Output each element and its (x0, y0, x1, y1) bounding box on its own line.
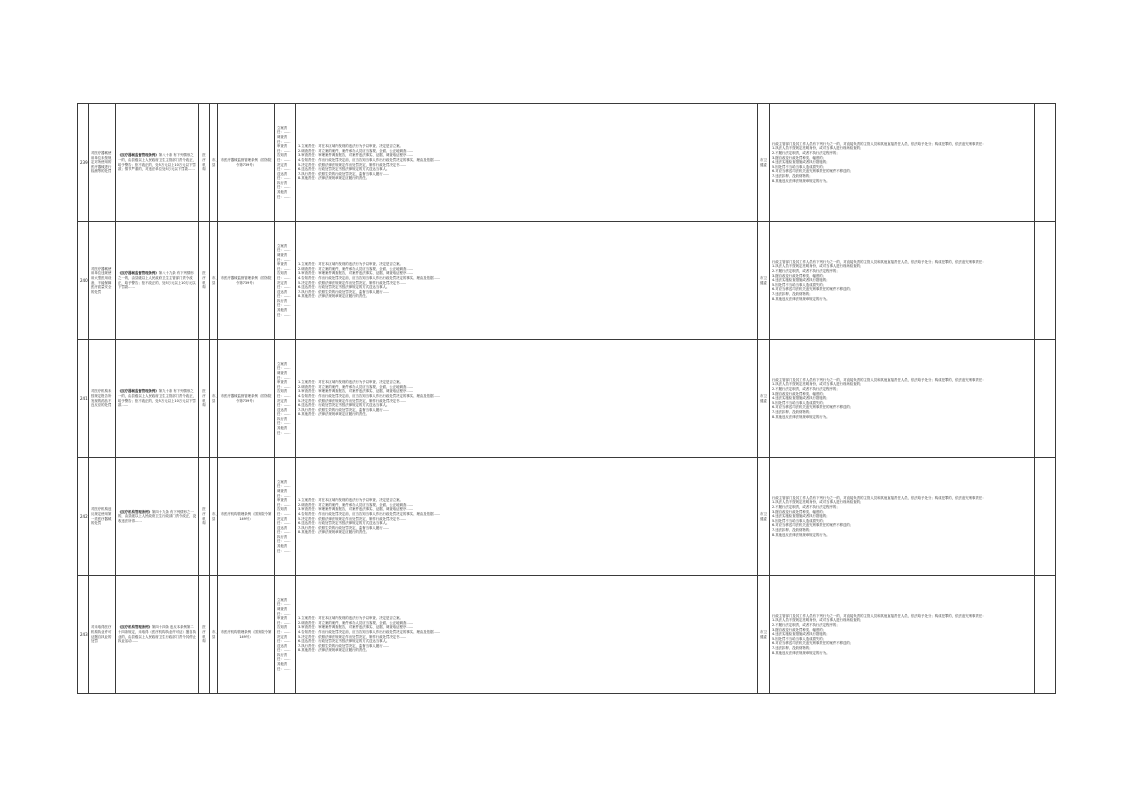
text-line: 7.执行责任：依照生效的行政处罚决定，监督当事人履行…… (298, 289, 390, 294)
procedure-summary: 立案责任：……调查责任：……审查责任：……告知责任：……决定责任：……送达责任：……执行责任：……其他责任：…… (275, 222, 296, 340)
category: 医疗机构 (199, 576, 210, 694)
text-line: 4.告知责任：作出行政处罚决定前，应当告知当事人作出行政处罚决定的事实、理由及依据…… (298, 157, 441, 162)
department: 市卫健委 (758, 576, 770, 694)
procedure-summary: 立案责任：……调查责任：……审查责任：……告知责任：……决定责任：……送达责任：……执行责任：……其他责任：…… (275, 576, 296, 694)
note (1035, 340, 1056, 458)
text-line: 3.审查责任：审理案件调查报告，对案件违法事实、证据、调查取证程序…… (298, 389, 414, 394)
row-number: 239 (78, 104, 89, 222)
text-line: 5.决定责任：依照法律法规规定作出处罚决定，制作行政处罚决定书…… (298, 516, 407, 521)
item-name: 对未取得医疗机构执业许可证擅自执业的处罚 (89, 576, 116, 694)
text-line: 7.执行责任：依照生效的行政处罚决定，监督当事人履行…… (298, 643, 390, 648)
accountability (770, 340, 1035, 458)
text-line: 8.其他责任：法律法规规章规定应履行的责任。 (298, 648, 370, 653)
row-number: 243 (78, 576, 89, 694)
text-line: 2.调查责任：对立案的案件，案件承办人员应当客观、全面、公正地调查…… (298, 384, 414, 389)
text-line: 8.其他违反法律法规规章规定的行为。 (772, 532, 830, 537)
text-line: 3.审查责任：审理案件调查报告，对案件违法事实、证据、调查取证程序…… (298, 625, 414, 630)
accountability (770, 458, 1035, 576)
text-line: 行政主管部门及其工作人员有下列行为之一的，对直接负责的主管人员和其他直接责任人员，依法给予处分；构成犯罪的，依法追究刑事责任： (772, 259, 986, 264)
text-line: 2.不履行法定职责，或者不执行法定程序的； (772, 269, 840, 274)
procedure-summary: 立案责任：……调查责任：……审查责任：……告知责任：……决定责任：……送达责任：……执行责任：……其他责任：…… (275, 104, 296, 222)
note (1035, 576, 1056, 694)
procedure-summary: 立案责任：……调查责任：……审查责任：……告知责任：……决定责任：……送达责任：……执行责任：……其他责任：…… (275, 458, 296, 576)
text-line: 1.执法人员不按规定亮明身份，或对当事人进行现场检查的； (772, 382, 864, 387)
source: 市医疗器械监督管理条例（国务院令第739号） (218, 222, 275, 340)
text-line: 7.违法扣押、没收财物的； (772, 291, 813, 296)
text-line: 5.决定责任：依照法律法规规定作出处罚决定，制作行政处罚决定书…… (298, 634, 407, 639)
department: 市卫健委 (758, 458, 770, 576)
text-line: 7.违法扣押、没收财物的； (772, 527, 813, 532)
text-line: 4.违法实施检查措施或者执行措施的； (772, 278, 830, 283)
source: 市医疗机构管理条例（国务院令第149号） (218, 576, 275, 694)
department: 市卫健委 (758, 104, 770, 222)
text-line: 8.其他违反法律法规规章规定的行为。 (772, 296, 830, 301)
text-line: 7.违法扣押、没收财物的； (772, 409, 813, 414)
text-line: 3.擅自改变行政处罚种类、幅度的； (772, 509, 827, 514)
text-line: 3.擅自改变行政处罚种类、幅度的； (772, 155, 827, 160)
text-line: 6.送达责任：行政处罚决定书按法律规定的方式送达当事人。 (298, 521, 390, 526)
text-line: 6.送达责任：行政处罚决定书按法律规定的方式送达当事人。 (298, 639, 390, 644)
item-name: 对医疗器械使用单位未按规定对所使用的医疗器械进行检测等的处罚 (89, 104, 116, 222)
text-line: 2.不履行法定职责，或者不执行法定程序的； (772, 505, 840, 510)
row-number: 240 (78, 222, 89, 340)
legal-basis: 《医疗机构管理条例》第四十九条 有下列情形之一的，由县级以上人民政府卫生行政部门责令改正，没收违法所得…… (116, 458, 199, 576)
procedure-summary: 立案责任：……调查责任：……审查责任：……告知责任：……决定责任：……送达责任：……执行责任：……其他责任：…… (275, 340, 296, 458)
legal-basis: 《医疗器械监督管理条例》第九十条 有下列情形之一的，由县级以上人民政府卫生主管部门责令改正，给予警告；拒不改正的，处5万元以上10万元以下罚款…… (116, 340, 199, 458)
department: 市卫健委 (758, 340, 770, 458)
text-line: 5.决定责任：依照法律法规规定作出处罚决定，制作行政处罚决定书…… (298, 398, 407, 403)
source: 市医疗器械监督管理条例（国务院令第739号） (218, 340, 275, 458)
text-line: 4.告知责任：作出行政处罚决定前，应当告知当事人作出行政处罚决定的事实、理由及依据…… (298, 393, 441, 398)
text-line: 5.因处罚不当给当事人造成损失的； (772, 636, 827, 641)
text-line: 3.审查责任：审理案件调查报告，对案件违法事实、证据、调查取证程序…… (298, 271, 414, 276)
table-body (78, 104, 1056, 694)
procedure-detail (296, 576, 758, 694)
category: 医疗机构 (199, 340, 210, 458)
text-line: 2.不履行法定职责，或者不执行法定程序的； (772, 387, 840, 392)
text-line: 8.其他违反法律法规规章规定的行为。 (772, 414, 830, 419)
note (1035, 458, 1056, 576)
text-line: 6.对应当移送司法机关追究刑事责任的案件不移送的； (772, 287, 854, 292)
text-line: 4.违法实施检查措施或者执行措施的； (772, 514, 830, 519)
procedure-detail (296, 340, 758, 458)
text-line: 5.决定责任：依照法律法规规定作出处罚决定，制作行政处罚决定书…… (298, 280, 407, 285)
note (1035, 104, 1056, 222)
table-row (78, 104, 1056, 222)
level: 市、县 (210, 340, 218, 458)
legal-basis: 《医疗器械监督管理条例》第八十九条 有下列情形之一的，由县级以上人民政府卫生主管部门责令改正，给予警告；拒不改正的，处5万元以上10万元以下罚款…… (116, 222, 199, 340)
procedure-detail (296, 104, 758, 222)
text-line: 行政主管部门及其工作人员有下列行为之一的，对直接负责的主管人员和其他直接责任人员，依法给予处分；构成犯罪的，依法追究刑事责任： (772, 377, 986, 382)
note (1035, 222, 1056, 340)
text-line: 2.调查责任：对立案的案件，案件承办人员应当客观、全面、公正地调查…… (298, 502, 414, 507)
accountability (770, 104, 1035, 222)
row-number: 241 (78, 340, 89, 458)
department: 市卫健委 (758, 222, 770, 340)
text-line: 2.调查责任：对立案的案件，案件承办人员应当客观、全面、公正地调查…… (298, 148, 414, 153)
text-line: 4.违法实施检查措施或者执行措施的； (772, 396, 830, 401)
text-line: 6.对应当移送司法机关追究刑事责任的案件不移送的； (772, 405, 854, 410)
text-line: 5.决定责任：依照法律法规规定作出处罚决定，制作行政处罚决定书…… (298, 162, 407, 167)
text-line: 7.执行责任：依照生效的行政处罚决定，监督当事人履行…… (298, 525, 390, 530)
accountability (770, 576, 1035, 694)
text-line: 3.擅自改变行政处罚种类、幅度的； (772, 273, 827, 278)
text-line: 1.立案责任：对在本区域内发现的违法行为予以审查、决定是否立案。 (298, 262, 403, 267)
text-line: 6.对应当移送司法机关追究刑事责任的案件不移送的； (772, 523, 854, 528)
text-line: 1.立案责任：对在本区域内发现的违法行为予以审查、决定是否立案。 (298, 144, 403, 149)
text-line: 2.不履行法定职责，或者不执行法定程序的； (772, 151, 840, 156)
text-line: 7.执行责任：依照生效的行政处罚决定，监督当事人履行…… (298, 171, 390, 176)
text-line: 8.其他责任：法律法规规章规定应履行的责任。 (298, 530, 370, 535)
text-line: 5.因处罚不当给当事人造成损失的； (772, 282, 827, 287)
level: 市、县 (210, 458, 218, 576)
text-line: 8.其他责任：法律法规规章规定应履行的责任。 (298, 294, 370, 299)
text-line: 1.立案责任：对在本区域内发现的违法行为予以审查、决定是否立案。 (298, 498, 403, 503)
text-line: 8.其他责任：法律法规规章规定应履行的责任。 (298, 412, 370, 417)
text-line: 2.调查责任：对立案的案件，案件承办人员应当客观、全面、公正地调查…… (298, 266, 414, 271)
text-line: 1.立案责任：对在本区域内发现的违法行为予以审查、决定是否立案。 (298, 616, 403, 621)
text-line: 7.违法扣押、没收财物的； (772, 645, 813, 650)
row-number: 242 (78, 458, 89, 576)
table-row (78, 340, 1056, 458)
text-line: 行政主管部门及其工作人员有下列行为之一的，对直接负责的主管人员和其他直接责任人员，依法给予处分；构成犯罪的，依法追究刑事责任： (772, 613, 986, 618)
text-line: 行政主管部门及其工作人员有下列行为之一的，对直接负责的主管人员和其他直接责任人员，依法给予处分；构成犯罪的，依法追究刑事责任： (772, 141, 986, 146)
text-line: 6.对应当移送司法机关追究刑事责任的案件不移送的； (772, 641, 854, 646)
text-line: 7.违法扣押、没收财物的； (772, 173, 813, 178)
responsibility-table (77, 103, 1056, 694)
legal-basis: 《医疗器械监督管理条例》第八十条 有下列情形之一的，由县级以上人民政府卫生主管部门责令改正，给予警告；拒不改正的，处5万元以上10万元以下罚款；情节严重的，对违法单位处5万元以下罚款…… (116, 104, 199, 222)
item-name: 对医疗机构违反规定使用第一类医疗器械的处罚 (89, 458, 116, 576)
text-line: 4.违法实施检查措施或者执行措施的； (772, 632, 830, 637)
text-line: 1.执法人员不按规定亮明身份，或对当事人进行现场检查的； (772, 264, 864, 269)
table-row (78, 222, 1056, 340)
text-line: 4.告知责任：作出行政处罚决定前，应当告知当事人作出行政处罚决定的事实、理由及依据…… (298, 629, 441, 634)
text-line: 6.送达责任：行政处罚决定书按法律规定的方式送达当事人。 (298, 285, 390, 290)
category: 医疗机构 (199, 222, 210, 340)
text-line: 8.其他违反法律法规规章规定的行为。 (772, 650, 830, 655)
text-line: 2.调查责任：对立案的案件，案件承办人员应当客观、全面、公正地调查…… (298, 620, 414, 625)
item-name: 对医疗机构未按规定报告所发现的药品不良反应的处罚 (89, 340, 116, 458)
text-line: 4.告知责任：作出行政处罚决定前，应当告知当事人作出行政处罚决定的事实、理由及依据…… (298, 275, 441, 280)
text-line: 2.不履行法定职责，或者不执行法定程序的； (772, 623, 840, 628)
text-line: 5.因处罚不当给当事人造成损失的； (772, 518, 827, 523)
category: 医疗机构 (199, 104, 210, 222)
text-line: 1.立案责任：对在本区域内发现的违法行为予以审查、决定是否立案。 (298, 380, 403, 385)
text-line: 6.送达责任：行政处罚决定书按法律规定的方式送达当事人。 (298, 403, 390, 408)
table-row (78, 458, 1056, 576)
text-line: 1.执法人员不按规定亮明身份，或对当事人进行现场检查的； (772, 500, 864, 505)
text-line: 6.送达责任：行政处罚决定书按法律规定的方式送达当事人。 (298, 167, 390, 172)
level: 市、县 (210, 576, 218, 694)
text-line: 8.其他责任：法律法规规章规定应履行的责任。 (298, 176, 370, 181)
text-line: 8.其他违反法律法规规章规定的行为。 (772, 178, 830, 183)
text-line: 6.对应当移送司法机关追究刑事责任的案件不移送的； (772, 169, 854, 174)
text-line: 3.擅自改变行政处罚种类、幅度的； (772, 627, 827, 632)
table-row (78, 576, 1056, 694)
procedure-detail (296, 458, 758, 576)
text-line: 4.违法实施检查措施或者执行措施的； (772, 160, 830, 165)
category: 医疗机构 (199, 458, 210, 576)
text-line: 3.审查责任：审理案件调查报告，对案件违法事实、证据、调查取证程序…… (298, 153, 414, 158)
text-line: 7.执行责任：依照生效的行政处罚决定，监督当事人履行…… (298, 407, 390, 412)
procedure-detail (296, 222, 758, 340)
level: 市、县 (210, 222, 218, 340)
text-line: 3.审查责任：审理案件调查报告，对案件违法事实、证据、调查取证程序…… (298, 507, 414, 512)
legal-basis: 《医疗机构管理条例》第四十四条 违反本条例第二十四条规定，未取得《医疗机构执业许可证》擅自执业的，由县级以上人民政府卫生行政部门责令其停止执业活动…… (116, 576, 199, 694)
level: 市、县 (210, 104, 218, 222)
source: 市医疗机构管理条例（国务院令第149号） (218, 458, 275, 576)
source: 市医疗器械监督管理条例（国务院令第739号） (218, 104, 275, 222)
accountability (770, 222, 1035, 340)
text-line: 5.因处罚不当给当事人造成损失的； (772, 164, 827, 169)
item-name: 对医疗器械使用单位违规使用大型医用设备，不能保障医疗质量安全的处罚 (89, 222, 116, 340)
text-line: 5.因处罚不当给当事人造成损失的； (772, 400, 827, 405)
text-line: 1.执法人员不按规定亮明身份，或对当事人进行现场检查的； (772, 618, 864, 623)
text-line: 4.告知责任：作出行政处罚决定前，应当告知当事人作出行政处罚决定的事实、理由及依据…… (298, 511, 441, 516)
text-line: 1.执法人员不按规定亮明身份，或对当事人进行现场检查的； (772, 146, 864, 151)
text-line: 行政主管部门及其工作人员有下列行为之一的，对直接负责的主管人员和其他直接责任人员，依法给予处分；构成犯罪的，依法追究刑事责任： (772, 495, 986, 500)
text-line: 3.擅自改变行政处罚种类、幅度的； (772, 391, 827, 396)
